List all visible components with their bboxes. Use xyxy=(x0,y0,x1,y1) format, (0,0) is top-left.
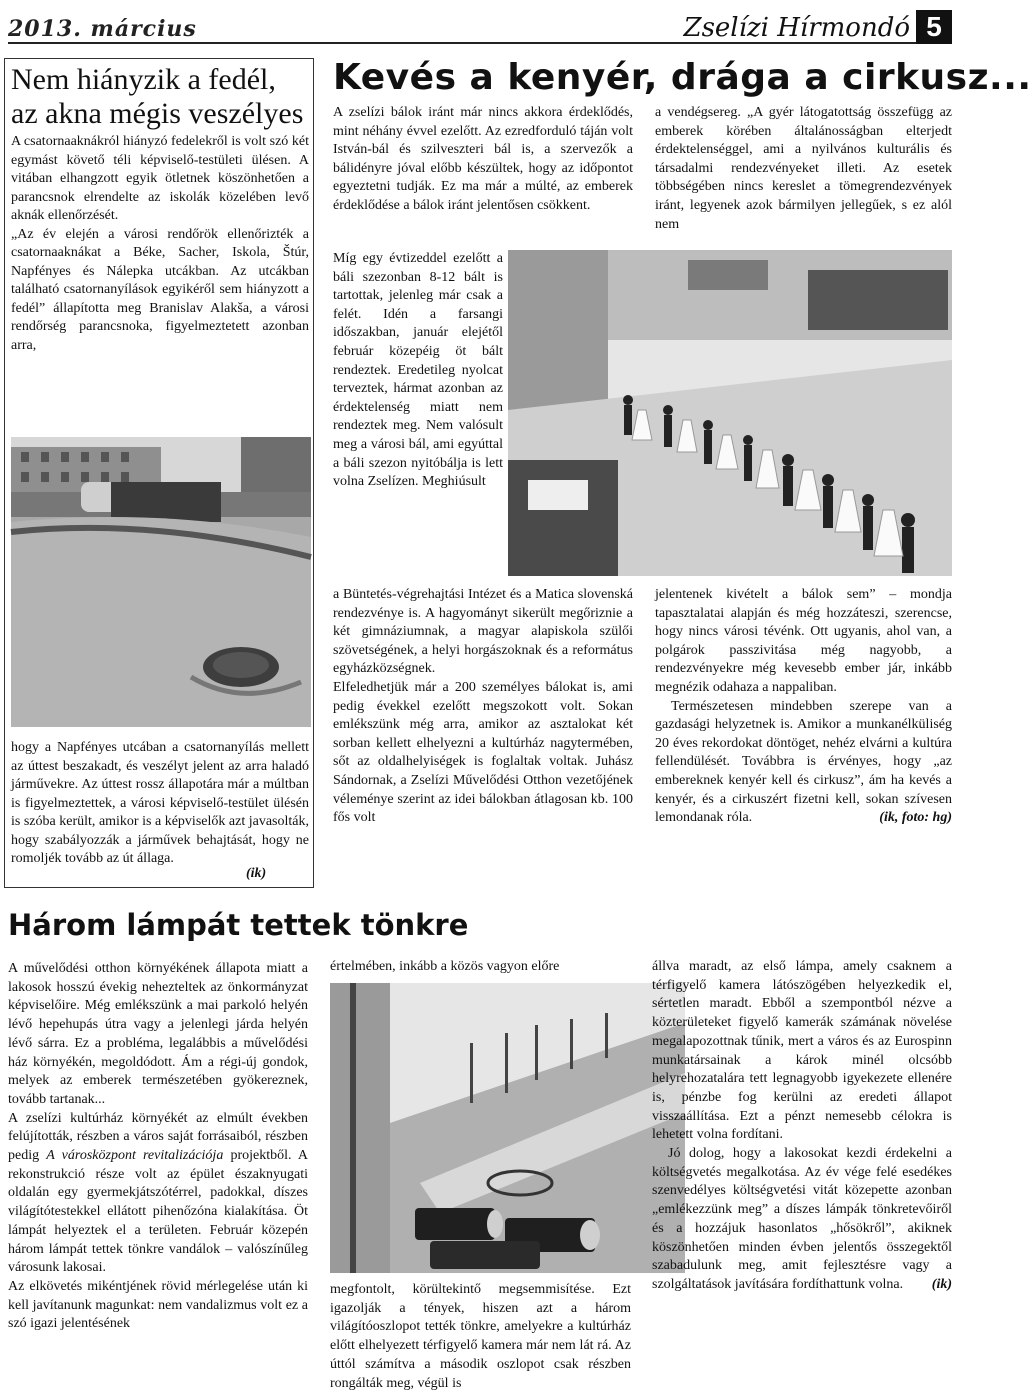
paragraph: jelentenek kivételt a bálok sem” – mondja tapasztalatai alapján és még hozzáteszi, szerencse, hogy nincs városi tévénk. Ott ugyanis, ahol van, a polgárok passzivitása még nagyobb, a rendezvényekre még kevesebb ember jár, inkább megnézik odahaza a nappaliban. xyxy=(655,587,952,695)
lamps-photo xyxy=(330,983,685,1273)
text-run: A zselízi kultúrház környékét az elmúlt években felújították, részben a város saját forrásaiból, részben pedig xyxy=(8,1110,308,1164)
project-name: A városközpont revitalizációja xyxy=(46,1148,224,1164)
issue-date: 2013. március xyxy=(8,16,197,42)
manhole-photo xyxy=(11,437,311,727)
page-number: 5 xyxy=(916,10,952,44)
article-signature: (ik, foto: hg) xyxy=(879,810,952,826)
title-line: Nem hiányzik a fedél, xyxy=(11,63,276,96)
article-title: Kevés a kenyér, drága a cirkusz... xyxy=(333,57,1032,98)
paragraph: Elfeledhetjük már a 200 személyes bálokat is, ami pedig évekkel ezelőtt megszokott volt. Sokan emlékszünk még arra, amikor az asztalokat két sorban kellett elhelyezni a kultúrház nagytermében, sőt az oldalhelyiségek is foglaltak voltak. Juhász Sándornak, a Zselízi Művelődési Otthon vezetőjének véleménye szerint az idei bálokban átlagosan kb. 100 fős volt xyxy=(333,679,633,826)
paragraph: A csatornaaknákról hiányzó fedelekről is volt szó két egymást követő téli képviselő-testületi ülésen. A vitában elhangzott egyik ötletnek köszönhetően a parancsnok elrendelte az iskolák közelében levő aknák ellenőrzését. xyxy=(11,134,309,223)
article-body-continued xyxy=(11,739,309,869)
article-body-col2-bottom xyxy=(330,1281,631,1393)
article-body-col2 xyxy=(655,104,952,234)
paragraph: a vendégsereg. „A gyér látogatottság összefügg az emberek körében általánosságban elterjedt érdektelenséggel, ami a nyilvános kulturális és társadalmi rendezvényeket illeti. Az esetek többségében nincs kereslet a tömegrendezvények iránt, legyenek azok bármilyen jellegűek, s ez alól nem xyxy=(655,105,952,232)
paragraph: értelmében, inkább a közös vagyon előre xyxy=(330,959,560,974)
paragraph xyxy=(8,1110,308,1278)
paragraph: Míg egy évtizeddel ezelőtt a báli szezonban 8-12 bált is tartottak, jelenleg már csak a felét. Idén a farsangi időszakban, január elejétől február közepéig öt bált rendeztek. Eredetileg nyolcat terveztek, hármat azonban az érdektelenség miatt nem rendeztek meg. Nem valósult meg a városi bál, ami egyúttal a báli szezon nyitóbálja is lett volna Zselízen. Meghiúsult xyxy=(333,251,503,490)
paragraph: megfontolt, körültekintő megsemmisítése. Ezt igazolják a tények, hiszen azt a három világítóoszlopot tették tönkre, amelyekre a kultúrház előtt elhelyezett térfigyelő kamera már nem lát rá. Az úttól számítva a második oszlopot csak részben rongálták meg, végül is xyxy=(330,1282,631,1391)
article-manhole xyxy=(4,58,314,888)
paragraph: A zselízi bálok iránt már nincs akkora érdeklődés, mint néhány évvel ezelőtt. Az ezredforduló táján volt István-bál és szilveszteri bál is, a szervezők a bálidényre jóval előbb készültek, hogy az időpontot egyeztetni tudják. Ez ma már a múlté, az emberek érdeklődése a bálok iránt jelentősen csökkent. xyxy=(333,105,633,213)
paragraph: A művelődési otthon környékének állapota miatt a lakosok hosszú évekig nehezteltek az önkormányzat képviselőire. Még emlékszünk a mai parkoló helyén lévő hepehupás útra vagy a jelenlegi járda helyén lévő sárra. Ez a probléma, legalábbis a művelődési ház környékén, megoldódott. Ám a régi-új gondok, melyek az emberek természetében gyökereznek, tovább tartanak... xyxy=(8,961,308,1107)
paragraph: hogy a Napfényes utcában a csatornanyílás mellett az úttest beszakadt, és veszélyt jelent az arra haladó járművekre. Az úttest rossz állapotára már a múltban is figyelmeztettek, a városi képviselő-testület ülésén is szóba került, amikor is a képviselők azt javasolták, hogy szabályozzák a járművek behajtását, hogy ne romoljék tovább az út állaga. xyxy=(11,740,309,866)
dance-photo-illustration xyxy=(508,250,952,576)
paragraph-text: Természetesen mindebben szerepe van a gazdasági helyzetnek is. Amikor a munkanélküliség 20 éves rekordokat döntöget, nehéz elvárni a kultúra fellendülését. Továbbra is érvényes, hogy „az embereknek kenyér kell és cirkusz”, ám ha kevés a kenyér, és a cirkuszért fizetni kell, sokan szívesen lemondanak róla. xyxy=(655,698,952,826)
article-title xyxy=(11,63,311,131)
article-title: Három lámpát tettek tönkre xyxy=(8,908,469,942)
street-photo-illustration xyxy=(11,437,311,727)
paragraph-text: Jó dolog, hogy a lakosokat kezdi érdekelni a költségvetés megalkotása. Az év vége felé esedékes szenvedélyes költségvetési vitát közepette azonban „emlékezzünk meg” a díszes lámpák tönkretevőiről és a hozzájuk hasonlatos „hősökről”, akiknek köszönhetően minden évben jelentős összegektől szabadulunk meg, amit fejlesztésre vagy a szolgáltatások javítására fordíthattunk volna. xyxy=(652,1146,952,1292)
paragraph: állva maradt, az első lámpa, amely csaknem a térfigyelő kamera látószögében helyezkedik el, sértetlen maradt. Ebből a szempontból nézve a közterületeket figyelő kamerák számának növelése megalapozottnak tűnik, mert a város és az Eurospinn munkatársainak a károk minél olcsóbb helyrehozatalára tett legnagyobb igyekezete ellenére is, pénzbe fog kerülni az eredeti állapot visszaállítása. Ezt a pénzt nemesebb célokra is lehetett volna fordítani. xyxy=(652,959,952,1143)
paragraph xyxy=(652,1145,952,1295)
article-body-col3 xyxy=(652,958,952,1295)
article-body-narrow xyxy=(333,250,503,492)
article-body-col2 xyxy=(330,958,631,977)
paragraph: Az elkövetés mikéntjének rövid mérlegelése után ki kell javítanunk magunkat: nem vandalizmus volt ez a szó igazi jelentésének xyxy=(8,1278,308,1332)
broken-lamps-illustration xyxy=(330,983,685,1273)
title-line: az akna mégis veszélyes xyxy=(11,97,304,130)
paragraph: „Az év elején a városi rendőrök ellenőrizték a csatornaaknákat a Béke, Sacher, Iskola, Štúr, Napfényes és Nálepka utcákban. Az utcákban található csatornanyílások egyikéről sem hiányzott a fedél” állapította meg Branislav Alakša, a városi rendőrség parancsnoka, figyelmeztetett azonban arra, xyxy=(11,226,309,353)
text-run: projektből. A rekonstrukció része volt az épület északnyugati oldalán egy gyermekjátszótérrel, padokkal, díszes világítótestekkel ellátott pihenőzóna kialakítása. Öt lámpát helyeztek el a területen. Február közepén három lámpát tettek tönkre vandálok – valószínűleg városunk lakosai. xyxy=(8,1148,308,1276)
ballroom-photo xyxy=(508,250,952,576)
paragraph xyxy=(655,698,952,828)
page-header xyxy=(0,0,960,60)
article-body-bottom xyxy=(333,586,633,828)
article-body xyxy=(8,960,308,1334)
article-signature: (ik) xyxy=(246,866,267,881)
article-signature: (ik) xyxy=(931,1276,952,1292)
article-body-col2-bottom xyxy=(655,586,952,828)
publication-title: Zselízi Hírmondó xyxy=(683,13,910,43)
article-body xyxy=(333,104,633,216)
paragraph: a Büntetés-végrehajtási Intézet és a Matica slovenská rendezvénye is. A hagyományt sikerült megőrizniе a két gimnáziumnak, a magyar alapiskola szülői szövetségének, a helyi horgászoknak és a református egyházközségnek. xyxy=(333,587,633,677)
article-body xyxy=(11,133,309,355)
